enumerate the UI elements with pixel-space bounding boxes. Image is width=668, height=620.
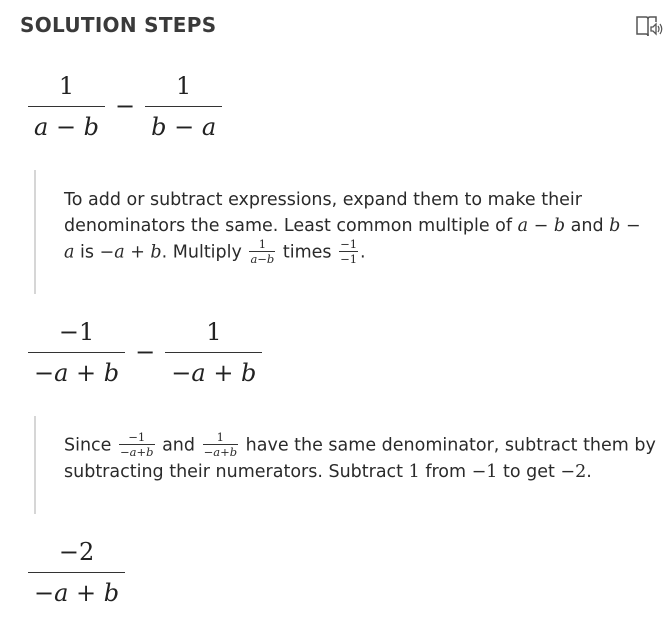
step-text: Since $\frac{-1}{-a+b}$ and $\frac{1}{-a+b}$ have the same denominator, subtract them by subtracting their numerators. Subtract 1 from −1 to get −2. xyxy=(64,430,656,482)
step-text: To add or subtract expressions, expand them to make their denominators the same. Least common multiple of a − b and b − a is −a + b. Multiply $\frac{1}{a-b}$ times $\frac{-1}{-1}$ . xyxy=(64,190,641,266)
math-inline: −2 xyxy=(560,462,587,482)
expression-common-denominator xyxy=(28,318,262,387)
page-title: SOLUTION STEPS xyxy=(20,13,217,37)
minus-operator: − xyxy=(115,91,136,120)
fraction-right xyxy=(165,318,262,387)
step-explanation-1 xyxy=(34,170,656,294)
math-inline: 1 xyxy=(408,462,420,482)
denominator: a − b xyxy=(28,106,105,141)
denominator: −a + b xyxy=(28,572,125,607)
inline-fraction: $\frac{-1}{-a+b}$ xyxy=(120,430,154,459)
inline-fraction: $\frac{-1}{-1}$ xyxy=(340,237,358,266)
math-inline: −1 xyxy=(471,462,498,482)
denominator: −a + b xyxy=(28,352,125,387)
numerator: 1 xyxy=(58,72,75,100)
fraction-right xyxy=(145,72,222,141)
solution-steps-header xyxy=(20,10,668,40)
expression-original xyxy=(28,72,222,141)
math-inline: a − b xyxy=(517,216,566,236)
numerator: 1 xyxy=(206,318,222,346)
math-inline: b − a xyxy=(64,216,641,263)
expression-result xyxy=(28,538,125,607)
denominator: b − a xyxy=(145,106,222,141)
numerator: 1 xyxy=(176,72,192,100)
fraction-left xyxy=(28,72,105,141)
fraction-result xyxy=(28,538,125,607)
immersive-reader-button[interactable] xyxy=(634,10,666,40)
inline-fraction: $\frac{1}{a-b}$ xyxy=(250,237,275,266)
numerator: −2 xyxy=(58,538,95,566)
step-explanation-2 xyxy=(34,416,656,514)
numerator: −1 xyxy=(58,318,95,346)
minus-operator: − xyxy=(135,337,156,366)
immersive-reader-icon xyxy=(634,10,666,40)
math-inline: −a + b xyxy=(99,242,162,263)
fraction-left xyxy=(28,318,125,387)
inline-fraction: $\frac{1}{-a+b}$ xyxy=(203,430,238,459)
denominator: −a + b xyxy=(165,352,262,387)
